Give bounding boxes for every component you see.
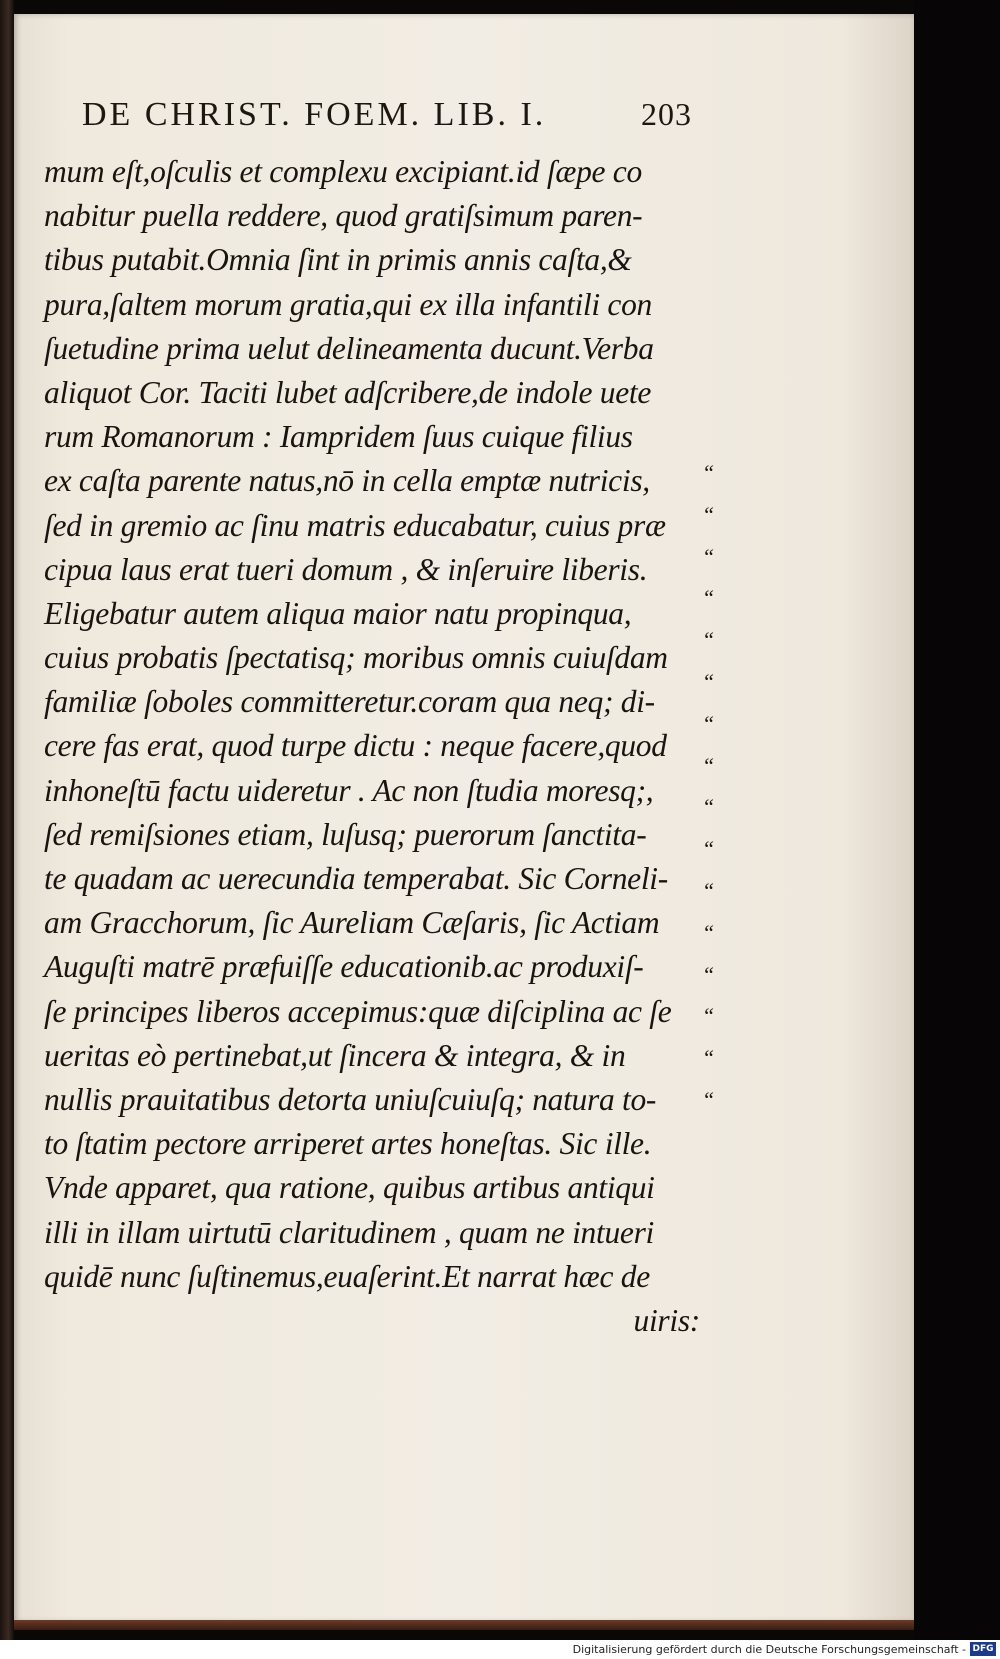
quote-mark: “ [702, 710, 715, 736]
quote-mark: “ [702, 878, 715, 903]
text-line: cuius probatis ſpectatisq; moribus omnis cuiuſdam [44, 640, 668, 676]
quote-mark: “ [702, 627, 715, 653]
text-line: mum eſt,oſculis et complexu excipiant.id ſæpe co [44, 154, 642, 189]
text-line: inhoneſtū factu uideretur . Ac non ſtudia moresq;, [44, 772, 654, 808]
text-line: to ſtatim pectore arriperet artes honeſtas. Sic ille. [44, 1126, 652, 1162]
quote-mark: “ [702, 1045, 715, 1071]
text-line: ſe principes liberos accepimus:quæ diſciplina ac ſe [44, 993, 672, 1029]
funding-credit: Digitalisierung gefördert durch die Deutsche Forschungsgemeinschaft - [572, 1643, 966, 1656]
scan-background [914, 0, 1000, 1640]
text-line: ſed in gremio ac ſinu matris educabatur, cuius præ [44, 507, 666, 543]
quote-mark: “ [702, 1003, 715, 1029]
text-line: am Gracchorum, ſic Aureliam Cæſaris, ſic Actiam [44, 905, 660, 941]
quote-mark: “ [702, 794, 715, 820]
quote-mark: “ [702, 1087, 715, 1112]
text-line: ex caſta parente natus,nō in cella emptæ nutricis, [44, 463, 650, 499]
quote-mark: “ [702, 919, 715, 945]
body-text [44, 150, 704, 1343]
text-line: Vnde apparet, qua ratione, quibus artibus antiqui [44, 1170, 655, 1206]
text-line: rum Romanorum : Iampridem ſuus cuique filius [44, 419, 633, 455]
quote-mark: “ [702, 543, 715, 569]
quote-mark: “ [702, 460, 715, 485]
quote-mark: “ [702, 752, 715, 778]
page-bottom-edge [14, 1620, 914, 1630]
quote-mark: “ [702, 585, 715, 611]
text-line: illi in illam uirtutū claritudinem , quam ne intueri [44, 1214, 655, 1250]
page-header [82, 96, 692, 144]
text-line: tibus putabit.Omnia ſint in primis annis caſta,& [44, 242, 632, 278]
text-line: nabitur puella reddere, quod gratiſsimum paren- [44, 198, 643, 234]
text-line: nullis prauitatibus detorta uniuſcuiuſq; natura to- [44, 1081, 657, 1117]
digitization-footer [0, 1640, 1000, 1659]
text-line: familiæ ſoboles committeretur.coram qua neq; di- [44, 684, 655, 720]
page-number: 203 [641, 96, 692, 132]
catchword: uiris: [633, 1302, 700, 1338]
text-line: aliquot Cor. Taciti lubet adſcribere,de indole uete [44, 374, 652, 410]
quote-mark: “ [702, 836, 715, 862]
running-head: DE CHRIST. FOEM. LIB. I. [82, 96, 547, 133]
text-line: Eligebatur autem aliqua maior natu propinqua, [44, 595, 632, 631]
dfg-logo: DFG [970, 1642, 996, 1656]
text-line: ſed remiſsiones etiam, luſusq; puerorum ſanctita- [44, 816, 647, 852]
text-line: Auguſti matrē præfuiſſe educationib.ac produxiſ- [44, 949, 644, 985]
text-line: pura,ſaltem morum gratia,qui ex illa infantili con [44, 286, 652, 322]
text-line: ſuetudine prima uelut delineamenta ducunt.Verba [44, 330, 654, 366]
text-line: cere fas erat, quod turpe dictu : neque facere,quod [44, 728, 667, 764]
text-line: cipua laus erat tueri domum , & inſeruire liberis. [44, 551, 648, 587]
text-line: ueritas eò pertinebat,ut ſincera & integra, & in [44, 1037, 626, 1073]
text-line: te quadam ac uerecundia temperabat. Sic Corneli- [44, 861, 668, 896]
quote-mark: “ [702, 501, 715, 527]
quote-mark: “ [702, 669, 715, 694]
quote-mark: “ [702, 961, 715, 987]
book-left-edge [0, 0, 14, 1659]
text-line: quidē nunc ſuſtinemus,euaſerint.Et narrat hæc de [44, 1258, 650, 1294]
